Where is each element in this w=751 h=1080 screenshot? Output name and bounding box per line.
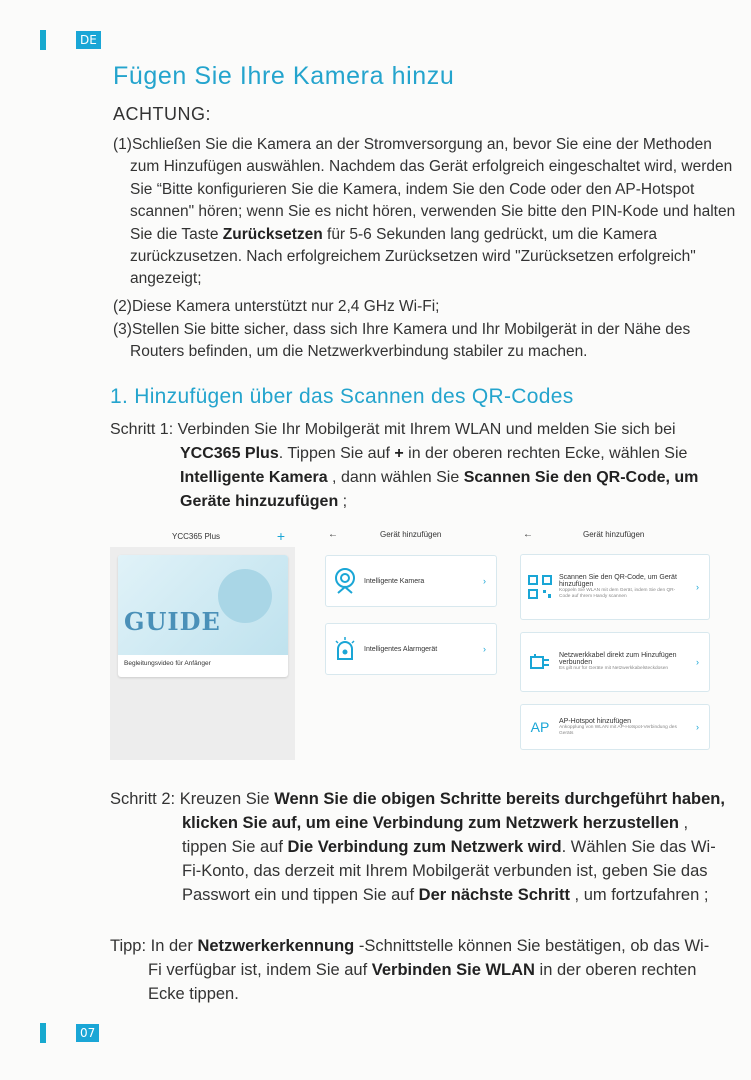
- step-label: Schritt 2:: [110, 790, 176, 808]
- nav-bar: [325, 525, 497, 543]
- option-label: Intelligente Kamera: [364, 577, 425, 585]
- language-tag: [40, 30, 101, 50]
- tag-stripe: [40, 1023, 46, 1043]
- option-subtitle: Koppeln Sie WLAN mit dem Gerät, indem Sie den QR-Code auf Ihrem Handy scannen: [559, 588, 676, 599]
- item-text: Diese Kamera unterstützt nur 2,4 GHz Wi-Fi;: [131, 298, 440, 315]
- app-content-area: [110, 547, 295, 760]
- section-heading: 1. Hinzufügen über das Scannen des QR-Codes: [110, 385, 574, 408]
- nav-bar: [520, 525, 710, 543]
- option-title: AP-Hotspot hinzufügen: [559, 717, 631, 725]
- chevron-right-icon: ›: [696, 722, 699, 732]
- step-label: Schritt 1:: [110, 421, 174, 438]
- chevron-right-icon: ›: [483, 576, 486, 586]
- step-1: [110, 418, 720, 514]
- step-text: , dann wählen Sie: [327, 469, 464, 486]
- step-text: Verbinden Sie Ihr Mobilgerät mit Ihrem WLAN und melden Sie sich bei: [177, 421, 676, 438]
- tip-text: in der oberen rechten Ecke tippen.: [148, 961, 697, 1003]
- option-title: Netzwerkkabel direkt zum Hinzufügen verbunden: [559, 652, 677, 666]
- add-device-screenshot: [325, 525, 497, 675]
- app-name: YCC365 Plus: [172, 531, 221, 541]
- item-text: Stellen Sie bitte sicher, dass sich Ihre Kamera und Ihr Mobilgerät in der Nähe des Routers befinden, um die Netzwerkverbindung stabiler zu machen.: [130, 321, 691, 361]
- step-bold: Intelligente Kamera: [180, 469, 328, 486]
- step-bold: YCC365 Plus: [180, 445, 279, 462]
- option-ap-hotspot[interactable]: [520, 704, 710, 750]
- achtung-item-3: [113, 319, 730, 364]
- chevron-right-icon: ›: [696, 657, 699, 667]
- option-label: Intelligentes Alarmgerät: [364, 645, 438, 653]
- qr-code-icon: [521, 575, 559, 599]
- tip-bold: Netzwerkerkennung: [197, 937, 355, 955]
- plus-symbol: +: [394, 445, 404, 462]
- item-number: (2): [113, 298, 132, 315]
- tip-bold: Verbinden Sie WLAN: [371, 961, 535, 979]
- step-2: [110, 787, 725, 907]
- step-text: , tippen Sie auf: [182, 814, 689, 856]
- achtung-heading: ACHTUNG:: [113, 104, 211, 124]
- option-smart-alarm[interactable]: [325, 623, 497, 675]
- page-title: Fügen Sie Ihre Kamera hinzu: [113, 62, 455, 90]
- page-number: 07: [76, 1024, 99, 1042]
- guide-text: GUIDE: [124, 607, 221, 636]
- step-bold: Wenn Sie die obigen Schritte bereits durchgeführt haben, klicken Sie auf, um eine Verbindung zum Netzwerk herzustellen: [182, 790, 725, 832]
- back-arrow-icon[interactable]: ←: [523, 528, 533, 540]
- language-label: DE: [76, 31, 101, 49]
- option-title: Scannen Sie den QR-Code, um Gerät hinzufügen: [559, 574, 677, 588]
- option-subtitle: Es gilt nur für Geräte mit Netzwerkkabelsteckdosen: [559, 666, 669, 671]
- step-text: , um fortzufahren ;: [569, 886, 709, 904]
- screen-title: Gerät hinzufügen: [380, 529, 442, 539]
- guide-video-card[interactable]: [118, 555, 288, 677]
- option-network-cable[interactable]: [520, 632, 710, 692]
- achtung-item-1: [113, 134, 745, 291]
- back-arrow-icon[interactable]: ←: [328, 528, 338, 540]
- item-text: Schließen Sie die Kamera an der Stromversorgung an, bevor Sie eine der Methoden zum Hinzufügen auswählen. Nachdem das Gerät erfolgreich eingeschaltet wird, werden Sie “Bitte konfigurieren Sie die Kamera, indem Sie den Code oder den AP-Hotspot scannen" hören; wenn Sie es nicht hören, verwenden Sie bitte den PIN-Kode und halten Sie die Taste: [130, 136, 736, 243]
- chevron-right-icon: ›: [696, 582, 699, 592]
- tip-label: Tipp:: [110, 937, 147, 955]
- step-bold: Scannen Sie den QR-Code, um Geräte hinzuzufügen: [180, 469, 699, 510]
- tip-text: -Schnittstelle können Sie bestätigen, ob das Wi-Fi verfügbar ist, indem Sie auf: [148, 937, 710, 979]
- step-text: Kreuzen Sie: [179, 790, 275, 808]
- ap-icon: AP: [530, 719, 550, 735]
- page-number-tag: [40, 1023, 99, 1043]
- item-bold: Zurücksetzen: [222, 225, 323, 243]
- ethernet-icon: [521, 652, 559, 672]
- option-subtitle: Ankopplung von WLAN mit AP-Hotspot-Verbindung des Geräts: [559, 724, 677, 736]
- item-number: (1): [113, 136, 132, 153]
- guide-caption: Begleitungsvideo für Anfänger: [124, 660, 211, 667]
- step-bold: Die Verbindung zum Netzwerk wird: [287, 838, 562, 856]
- tag-stripe: [40, 30, 46, 50]
- tip-text: In der: [146, 937, 198, 955]
- step-text: . Tippen Sie auf: [278, 445, 395, 462]
- step-bold: Der nächste Schritt: [418, 886, 570, 904]
- screen-title: Gerät hinzufügen: [583, 529, 645, 539]
- add-plus-icon[interactable]: +: [276, 528, 285, 544]
- chevron-right-icon: ›: [483, 644, 486, 654]
- step-text: . Wählen Sie das Wi-Fi-Konto, das derzeit mit Ihrem Mobilgerät verbunden ist, geben Sie das Passwort ein und tippen Sie auf: [182, 838, 716, 904]
- item-text: für 5-6 Sekunden lang gedrückt, um die Kamera zurückzusetzen. Nach erfolgreichem Zurücksetzen wird "Zurücksetzen erfolgreich" angezeigt;: [130, 225, 696, 288]
- app-header: [110, 525, 295, 547]
- app-home-screenshot: [110, 525, 295, 760]
- alarm-icon: [326, 635, 364, 663]
- camera-graphic: [218, 569, 272, 623]
- add-method-screenshot: [520, 525, 710, 750]
- tip: [110, 934, 710, 1006]
- option-smart-camera[interactable]: [325, 555, 497, 607]
- item-number: (3): [113, 321, 132, 338]
- option-scan-qr[interactable]: [520, 554, 710, 620]
- step-text: ;: [338, 493, 348, 510]
- camera-icon: [326, 567, 364, 595]
- guide-image: [118, 555, 288, 655]
- achtung-item-2: [113, 296, 750, 318]
- step-text: in der oberen rechten Ecke, wählen Sie: [403, 445, 688, 462]
